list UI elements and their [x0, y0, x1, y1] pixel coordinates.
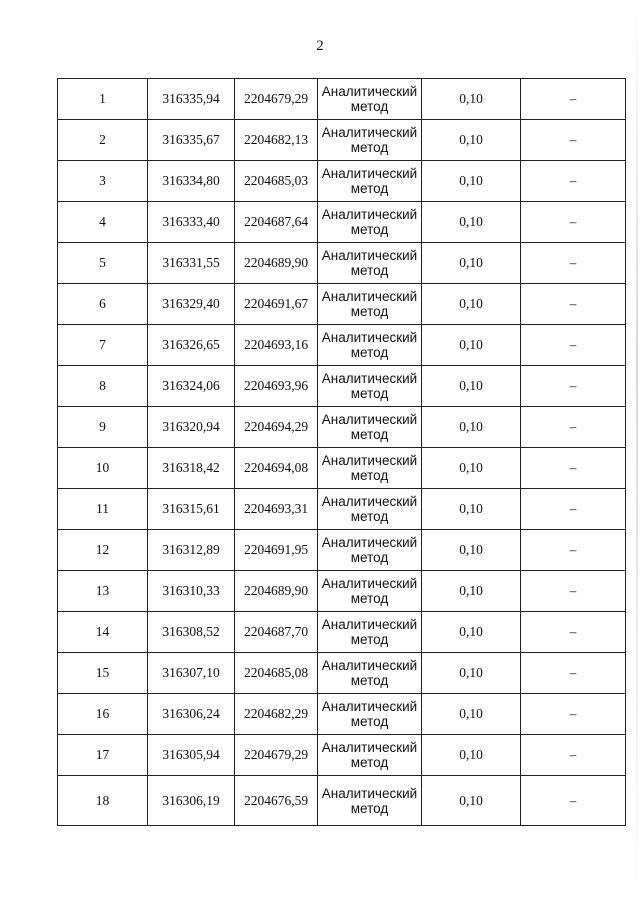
accuracy-cell: 0,10 [422, 448, 521, 489]
x-coordinate-cell: 316312,89 [148, 530, 235, 571]
table-row [58, 366, 626, 407]
method-cell [318, 530, 422, 571]
point-number-cell: 8 [58, 366, 148, 407]
table-row [58, 694, 626, 735]
accuracy-cell: 0,10 [422, 653, 521, 694]
x-coordinate-cell: 316306,19 [148, 776, 235, 826]
method-line-2: метод [350, 263, 389, 278]
y-coordinate-cell: 2204694,29 [235, 407, 318, 448]
coordinates-table-body [58, 79, 626, 826]
accuracy-cell: 0,10 [422, 776, 521, 826]
accuracy-cell: 0,10 [422, 79, 521, 120]
x-coordinate-cell: 316306,24 [148, 694, 235, 735]
point-number-cell: 11 [58, 489, 148, 530]
y-coordinate-cell: 2204682,13 [235, 120, 318, 161]
method-line-1: Аналитический [321, 412, 418, 427]
method-line-2: метод [350, 509, 389, 524]
point-number-cell: 17 [58, 735, 148, 776]
method-cell [318, 694, 422, 735]
x-coordinate-cell: 316305,94 [148, 735, 235, 776]
y-coordinate-cell: 2204689,90 [235, 243, 318, 284]
method-line-1: Аналитический [321, 785, 418, 801]
point-number-cell: 14 [58, 612, 148, 653]
x-coordinate-cell: 316308,52 [148, 612, 235, 653]
x-coordinate-cell: 316334,80 [148, 161, 235, 202]
table-row [58, 653, 626, 694]
note-cell: – [521, 653, 626, 694]
method-line-2: метод [350, 99, 389, 114]
method-line-1: Аналитический [321, 535, 418, 550]
method-line-2: метод [350, 386, 389, 401]
method-line-1: Аналитический [321, 371, 418, 386]
table-row [58, 120, 626, 161]
point-number-cell: 6 [58, 284, 148, 325]
y-coordinate-cell: 2204694,08 [235, 448, 318, 489]
method-line-1: Аналитический [321, 289, 418, 304]
accuracy-cell: 0,10 [422, 571, 521, 612]
y-coordinate-cell: 2204687,64 [235, 202, 318, 243]
note-cell: – [521, 325, 626, 366]
method-line-1: Аналитический [321, 740, 418, 755]
method-line-2: метод [350, 591, 389, 606]
note-cell: – [521, 694, 626, 735]
table-row [58, 489, 626, 530]
method-line-1: Аналитический [321, 207, 418, 222]
table-row [58, 571, 626, 612]
point-number-cell: 2 [58, 120, 148, 161]
x-coordinate-cell: 316329,40 [148, 284, 235, 325]
note-cell: – [521, 161, 626, 202]
point-number-cell: 15 [58, 653, 148, 694]
accuracy-cell: 0,10 [422, 325, 521, 366]
method-cell [318, 325, 422, 366]
method-line-2: метод [350, 427, 389, 442]
accuracy-cell: 0,10 [422, 407, 521, 448]
note-cell: – [521, 202, 626, 243]
accuracy-cell: 0,10 [422, 120, 521, 161]
method-line-1: Аналитический [321, 125, 418, 140]
note-cell: – [521, 120, 626, 161]
x-coordinate-cell: 316326,65 [148, 325, 235, 366]
method-line-1: Аналитический [321, 84, 418, 99]
note-cell: – [521, 776, 626, 826]
method-cell [318, 366, 422, 407]
note-cell: – [521, 79, 626, 120]
method-line-2: метод [350, 714, 389, 729]
table-row [58, 284, 626, 325]
method-line-1: Аналитический [321, 617, 418, 632]
accuracy-cell: 0,10 [422, 489, 521, 530]
accuracy-cell: 0,10 [422, 735, 521, 776]
method-line-2: метод [350, 345, 389, 360]
scan-edge-shadow [636, 0, 638, 902]
x-coordinate-cell: 316307,10 [148, 653, 235, 694]
page-number: 2 [316, 38, 324, 54]
accuracy-cell: 0,10 [422, 366, 521, 407]
method-cell [318, 448, 422, 489]
method-line-2: метод [350, 468, 389, 483]
accuracy-cell: 0,10 [422, 694, 521, 735]
point-number-cell: 1 [58, 79, 148, 120]
accuracy-cell: 0,10 [422, 161, 521, 202]
y-coordinate-cell: 2204693,96 [235, 366, 318, 407]
method-line-1: Аналитический [321, 699, 418, 714]
accuracy-cell: 0,10 [422, 243, 521, 284]
method-line-2: метод [350, 632, 389, 647]
note-cell: – [521, 366, 626, 407]
accuracy-cell: 0,10 [422, 530, 521, 571]
point-number-cell: 16 [58, 694, 148, 735]
note-cell: – [521, 735, 626, 776]
note-cell: – [521, 448, 626, 489]
method-cell [318, 243, 422, 284]
method-cell [318, 284, 422, 325]
note-cell: – [521, 243, 626, 284]
method-cell [318, 735, 422, 776]
method-line-1: Аналитический [321, 166, 418, 181]
y-coordinate-cell: 2204687,70 [235, 612, 318, 653]
point-number-cell: 4 [58, 202, 148, 243]
x-coordinate-cell: 316331,55 [148, 243, 235, 284]
accuracy-cell: 0,10 [422, 202, 521, 243]
y-coordinate-cell: 2204676,59 [235, 776, 318, 826]
note-cell: – [521, 489, 626, 530]
method-cell [318, 776, 422, 826]
x-coordinate-cell: 316335,67 [148, 120, 235, 161]
point-number-cell: 13 [58, 571, 148, 612]
method-line-2: метод [350, 181, 389, 196]
point-number-cell: 10 [58, 448, 148, 489]
method-cell [318, 407, 422, 448]
table-row [58, 202, 626, 243]
method-line-2: метод [350, 550, 389, 565]
table-row [58, 79, 626, 120]
note-cell: – [521, 407, 626, 448]
table-row [58, 407, 626, 448]
y-coordinate-cell: 2204693,16 [235, 325, 318, 366]
method-cell [318, 120, 422, 161]
x-coordinate-cell: 316333,40 [148, 202, 235, 243]
x-coordinate-cell: 316324,06 [148, 366, 235, 407]
method-line-1: Аналитический [321, 658, 418, 673]
table-row [58, 735, 626, 776]
note-cell: – [521, 530, 626, 571]
x-coordinate-cell: 316335,94 [148, 79, 235, 120]
coordinates-table [57, 78, 626, 826]
method-line-1: Аналитический [321, 330, 418, 345]
point-number-cell: 9 [58, 407, 148, 448]
table-row [58, 448, 626, 489]
method-line-2: метод [350, 755, 389, 770]
method-line-1: Аналитический [321, 576, 418, 591]
y-coordinate-cell: 2204689,90 [235, 571, 318, 612]
point-number-cell: 18 [58, 776, 148, 826]
method-cell [318, 79, 422, 120]
x-coordinate-cell: 316318,42 [148, 448, 235, 489]
method-cell [318, 489, 422, 530]
x-coordinate-cell: 316310,33 [148, 571, 235, 612]
table-row [58, 325, 626, 366]
method-line-1: Аналитический [321, 248, 418, 263]
y-coordinate-cell: 2204691,95 [235, 530, 318, 571]
table-row [58, 612, 626, 653]
note-cell: – [521, 571, 626, 612]
accuracy-cell: 0,10 [422, 284, 521, 325]
y-coordinate-cell: 2204693,31 [235, 489, 318, 530]
method-cell [318, 571, 422, 612]
y-coordinate-cell: 2204682,29 [235, 694, 318, 735]
method-line-2: метод [350, 222, 389, 237]
point-number-cell: 3 [58, 161, 148, 202]
method-line-1: Аналитический [321, 494, 418, 509]
y-coordinate-cell: 2204679,29 [235, 79, 318, 120]
method-cell [318, 202, 422, 243]
point-number-cell: 7 [58, 325, 148, 366]
point-number-cell: 12 [58, 530, 148, 571]
y-coordinate-cell: 2204691,67 [235, 284, 318, 325]
method-cell [318, 612, 422, 653]
table-row [58, 161, 626, 202]
x-coordinate-cell: 316315,61 [148, 489, 235, 530]
note-cell: – [521, 612, 626, 653]
method-line-2: метод [350, 673, 389, 688]
point-number-cell: 5 [58, 243, 148, 284]
y-coordinate-cell: 2204685,08 [235, 653, 318, 694]
table-row [58, 776, 626, 826]
y-coordinate-cell: 2204679,29 [235, 735, 318, 776]
method-line-1: Аналитический [321, 453, 418, 468]
table-row [58, 243, 626, 284]
method-cell [318, 161, 422, 202]
method-line-2: метод [350, 140, 389, 155]
accuracy-cell: 0,10 [422, 612, 521, 653]
table-row [58, 530, 626, 571]
y-coordinate-cell: 2204685,03 [235, 161, 318, 202]
method-line-2: метод [350, 304, 389, 319]
x-coordinate-cell: 316320,94 [148, 407, 235, 448]
method-line-2: метод [350, 800, 389, 816]
method-cell [318, 653, 422, 694]
note-cell: – [521, 284, 626, 325]
